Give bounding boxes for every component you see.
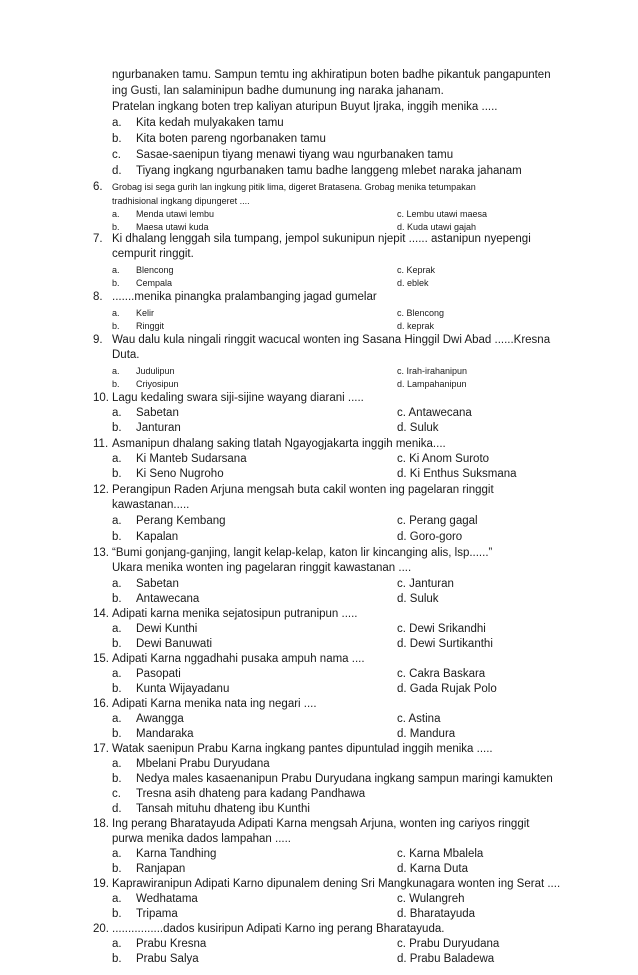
question-text: purwa menika dados lampahan ..... <box>112 833 291 845</box>
option-letter: a. <box>112 713 122 725</box>
option-text: Perang Kembang <box>136 515 226 527</box>
option-letter: a. <box>112 209 120 219</box>
option-letter: b. <box>112 593 122 605</box>
option-letter: a. <box>112 515 122 527</box>
option-letter: a. <box>112 366 120 376</box>
option-line <box>0 622 638 636</box>
question-line <box>0 817 638 831</box>
option-text: Mandaraka <box>136 728 194 740</box>
option-text: Dewi Kunthi <box>136 623 198 635</box>
option-text: Ringgit <box>136 321 165 331</box>
option-letter: b. <box>112 133 122 145</box>
option-line <box>0 421 638 435</box>
question-number: 17. <box>93 743 109 755</box>
option-line <box>0 467 638 481</box>
option-text: Nedya males kasaenanipun Prabu Duryudana ingkang sampun maringi kamukten <box>136 773 553 785</box>
option-letter: a. <box>112 668 122 680</box>
option-letter: d. <box>112 165 122 177</box>
question-text: Watak saenipun Prabu Karna ingkang pantes dipuntulad inggih menika ..... <box>112 743 493 755</box>
option-letter: b. <box>112 638 122 650</box>
option-letter: b. <box>112 321 120 331</box>
question-text: Grobag isi sega gurih lan ingkung pitik lima, digeret Bratasena. Grobag menika tetumpakan <box>112 182 476 192</box>
option-line <box>0 727 638 741</box>
option-line <box>0 787 638 801</box>
option-letter: a. <box>112 578 122 590</box>
option-line <box>0 164 638 178</box>
question-line <box>0 607 638 621</box>
question-line <box>0 348 638 362</box>
option-line <box>0 892 638 906</box>
option-text: Maesa utawi kuda <box>136 222 209 232</box>
option-line <box>0 364 638 378</box>
option-line <box>0 207 638 221</box>
question-number: 7. <box>93 233 103 245</box>
option-text: d. Ki Enthus Suksmana <box>397 468 517 480</box>
question-line <box>0 391 638 405</box>
option-text: Sabetan <box>136 578 179 590</box>
option-text: d. Prabu Baladewa <box>397 953 495 965</box>
text-line <box>0 84 638 98</box>
option-line <box>0 263 638 277</box>
option-line <box>0 952 638 966</box>
option-line <box>0 319 638 333</box>
question-line <box>0 437 638 451</box>
option-text: d. Mandura <box>397 728 456 740</box>
question-number: 20. <box>93 923 109 935</box>
option-line <box>0 452 638 466</box>
option-letter: b. <box>112 773 122 785</box>
question-text: kawastanan..... <box>112 499 190 511</box>
option-text: d. Suluk <box>397 593 439 605</box>
option-text: d. Goro-goro <box>397 531 463 543</box>
question-line <box>0 652 638 666</box>
option-text: Awangga <box>136 713 184 725</box>
question-text: Adipati Karna menika nata ing negari .... <box>112 698 317 710</box>
option-text: d. Lampahanipun <box>397 379 467 389</box>
option-line <box>0 937 638 951</box>
option-text: Tripama <box>136 908 178 920</box>
option-letter: d. <box>112 803 122 815</box>
option-line <box>0 132 638 146</box>
question-number: 12. <box>93 484 109 496</box>
question-line <box>0 290 638 304</box>
option-text: c. Keprak <box>397 265 436 275</box>
option-text: Cempala <box>136 278 173 288</box>
option-letter: b. <box>112 908 122 920</box>
question-line <box>0 546 638 560</box>
option-text: c. Astina <box>397 713 441 725</box>
option-line <box>0 907 638 921</box>
question-line <box>0 333 638 347</box>
option-text: Pasopati <box>136 668 181 680</box>
option-line <box>0 757 638 771</box>
option-letter: b. <box>112 422 122 434</box>
option-line <box>0 667 638 681</box>
option-text: Kunta Wijayadanu <box>136 683 230 695</box>
option-letter: a. <box>112 758 122 770</box>
option-line <box>0 148 638 162</box>
option-text: Tresna asih dhateng para kadang Pandhawa <box>136 788 366 800</box>
option-line <box>0 116 638 130</box>
option-text: c. Karna Mbalela <box>397 848 484 860</box>
option-text: Sabetan <box>136 407 179 419</box>
option-text: Criyosipun <box>136 379 179 389</box>
option-text: c. Cakra Baskara <box>397 668 486 680</box>
option-text: d. Suluk <box>397 422 439 434</box>
option-text: Kita boten pareng ngorbanaken tamu <box>136 133 326 145</box>
option-letter: a. <box>112 453 122 465</box>
option-letter: a. <box>112 407 122 419</box>
question-text: Lagu kedaling swara siji-sijine wayang diarani ..... <box>112 392 364 404</box>
option-text: Ki Seno Nugroho <box>136 468 224 480</box>
option-letter: b. <box>112 953 122 965</box>
option-text: Tansah mituhu dhateng ibu Kunthi <box>136 803 310 815</box>
option-letter: a. <box>112 848 122 860</box>
option-line <box>0 862 638 876</box>
option-text: c. Janturan <box>397 578 454 590</box>
option-text: Ki Manteb Sudarsana <box>136 453 247 465</box>
option-text: Kapalan <box>136 531 179 543</box>
text-line <box>0 100 638 114</box>
intro-text: ing Gusti, lan salaminipun badhe dumunung ing naraka jahanam. <box>112 85 444 97</box>
question-text: Ing perang Bharatayuda Adipati Karna mengsah Arjuna, wonten ing cariyos ringgit <box>112 818 530 830</box>
option-text: d. keprak <box>397 321 435 331</box>
question-number: 10. <box>93 392 109 404</box>
option-text: d. Kuda utawi gajah <box>397 222 477 232</box>
option-text: Prabu Salya <box>136 953 199 965</box>
option-letter: b. <box>112 863 122 875</box>
option-text: Kelir <box>136 308 155 318</box>
option-text: Ranjapan <box>136 863 186 875</box>
question-text: .......menika pinangka pralambanging jagad gumelar <box>112 291 377 303</box>
option-text: Blencong <box>136 265 174 275</box>
option-text: c. Lembu utawi maesa <box>397 209 488 219</box>
question-number: 19. <box>93 878 109 890</box>
option-text: Wedhatama <box>136 893 198 905</box>
option-text: Judulipun <box>136 366 175 376</box>
option-letter: c. <box>112 149 121 161</box>
option-letter: b. <box>112 683 122 695</box>
option-letter: b. <box>112 531 122 543</box>
option-text: Mbelani Prabu Duryudana <box>136 758 270 770</box>
question-text: Asmanipun dhalang saking tlatah Ngayogjakarta inggih menika.... <box>112 438 446 450</box>
option-text: d. eblek <box>397 278 429 288</box>
option-text: c. Antawecana <box>397 407 472 419</box>
option-line <box>0 530 638 544</box>
option-text: Sasae-saenipun tiyang menawi tiyang wau ngurbanaken tamu <box>136 149 454 161</box>
question-text: Wau dalu kula ningali ringgit wacucal wonten ing Sasana Hinggil Dwi Abad ......Kresna <box>112 334 551 346</box>
option-text: c. Prabu Duryudana <box>397 938 500 950</box>
question-number: 15. <box>93 653 109 665</box>
question-text: Kaprawiranipun Adipati Karno dipunalem dening Sri Mangkunagara wonten ing Serat .... <box>112 878 561 890</box>
question-number: 11. <box>93 438 109 450</box>
question-text: Adipati Karna nggadhahi pusaka ampuh nama .... <box>112 653 365 665</box>
question-line <box>0 247 638 261</box>
question-text: Ukara menika wonten ing pagelaran ringgit kawastanan .... <box>112 562 412 574</box>
option-text: c. Ki Anom Suroto <box>397 453 490 465</box>
question-number: 6. <box>93 181 103 193</box>
question-line <box>0 180 638 194</box>
option-text: d. Gada Rujak Polo <box>397 683 497 695</box>
question-text: Adipati karna menika sejatosipun putranipun ..... <box>112 608 358 620</box>
option-letter: a. <box>112 893 122 905</box>
option-text: c. Dewi Srikandhi <box>397 623 486 635</box>
question-line <box>0 832 638 846</box>
option-text: Dewi Banuwati <box>136 638 213 650</box>
question-line <box>0 483 638 497</box>
question-text: Perangipun Raden Arjuna mengsah buta cakil wonten ing pagelaran ringgit <box>112 484 494 496</box>
question-number: 13. <box>93 547 109 559</box>
option-line <box>0 592 638 606</box>
option-letter: b. <box>112 468 122 480</box>
option-line <box>0 712 638 726</box>
question-number: 18. <box>93 818 109 830</box>
question-line <box>0 561 638 575</box>
option-text: c. Wulangreh <box>397 893 465 905</box>
option-line <box>0 306 638 320</box>
question-number: 8. <box>93 291 103 303</box>
option-letter: a. <box>112 308 120 318</box>
question-line <box>0 697 638 711</box>
option-text: d. Karna Duta <box>397 863 468 875</box>
question-line <box>0 498 638 512</box>
option-letter: c. <box>112 788 121 800</box>
option-letter: a. <box>112 265 120 275</box>
question-text: “Bumi gonjang-ganjing, langit kelap-kelap, katon lir kincanging alis, lsp......” <box>112 547 493 559</box>
question-number: 16. <box>93 698 109 710</box>
question-line <box>0 922 638 936</box>
option-letter: a. <box>112 938 122 950</box>
option-line <box>0 802 638 816</box>
question-line <box>0 232 638 246</box>
option-text: Janturan <box>136 422 181 434</box>
option-text: Prabu Kresna <box>136 938 207 950</box>
option-line <box>0 276 638 290</box>
question-line <box>0 194 638 208</box>
option-line <box>0 406 638 420</box>
question-line <box>0 877 638 891</box>
intro-text: Pratelan ingkang boten trep kaliyan aturipun Buyut Ijraka, inggih menika ..... <box>112 101 498 113</box>
option-line <box>0 514 638 528</box>
option-line <box>0 847 638 861</box>
option-line <box>0 682 638 696</box>
option-letter: b. <box>112 278 120 288</box>
option-letter: b. <box>112 222 120 232</box>
option-text: Antawecana <box>136 593 200 605</box>
option-text: c. Perang gagal <box>397 515 478 527</box>
option-text: Tiyang ingkang ngurbanaken tamu badhe langgeng mlebet naraka jahanam <box>136 165 522 177</box>
option-text: Menda utawi lembu <box>136 209 215 219</box>
option-letter: a. <box>112 623 122 635</box>
question-text: Duta. <box>112 349 140 361</box>
question-text: Ki dhalang lenggah sila tumpang, jempol sukunipun njepit ...... astanipun nyepengi <box>112 233 531 245</box>
option-text: Kita kedah mulyakaken tamu <box>136 117 284 129</box>
option-text: c. Irah-irahanipun <box>397 366 468 376</box>
option-line <box>0 377 638 391</box>
option-letter: b. <box>112 728 122 740</box>
question-number: 9. <box>93 334 103 346</box>
option-letter: a. <box>112 117 122 129</box>
question-line <box>0 742 638 756</box>
option-text: Karna Tandhing <box>136 848 217 860</box>
option-text: d. Dewi Surtikanthi <box>397 638 493 650</box>
question-text: tradhisional ingkang dipungeret .... <box>112 196 250 206</box>
question-text: ................dados kusiripun Adipati Karno ing perang Bharatayuda. <box>112 923 445 935</box>
option-line <box>0 772 638 786</box>
question-text: cempurit ringgit. <box>112 248 194 260</box>
question-number: 14. <box>93 608 109 620</box>
option-text: d. Bharatayuda <box>397 908 476 920</box>
text-line <box>0 68 638 82</box>
option-letter: b. <box>112 379 120 389</box>
option-text: c. Blencong <box>397 308 445 318</box>
option-line <box>0 577 638 591</box>
intro-text: ngurbanaken tamu. Sampun temtu ing akhiratipun boten badhe pikantuk pangapunten <box>112 69 551 81</box>
option-line <box>0 637 638 651</box>
